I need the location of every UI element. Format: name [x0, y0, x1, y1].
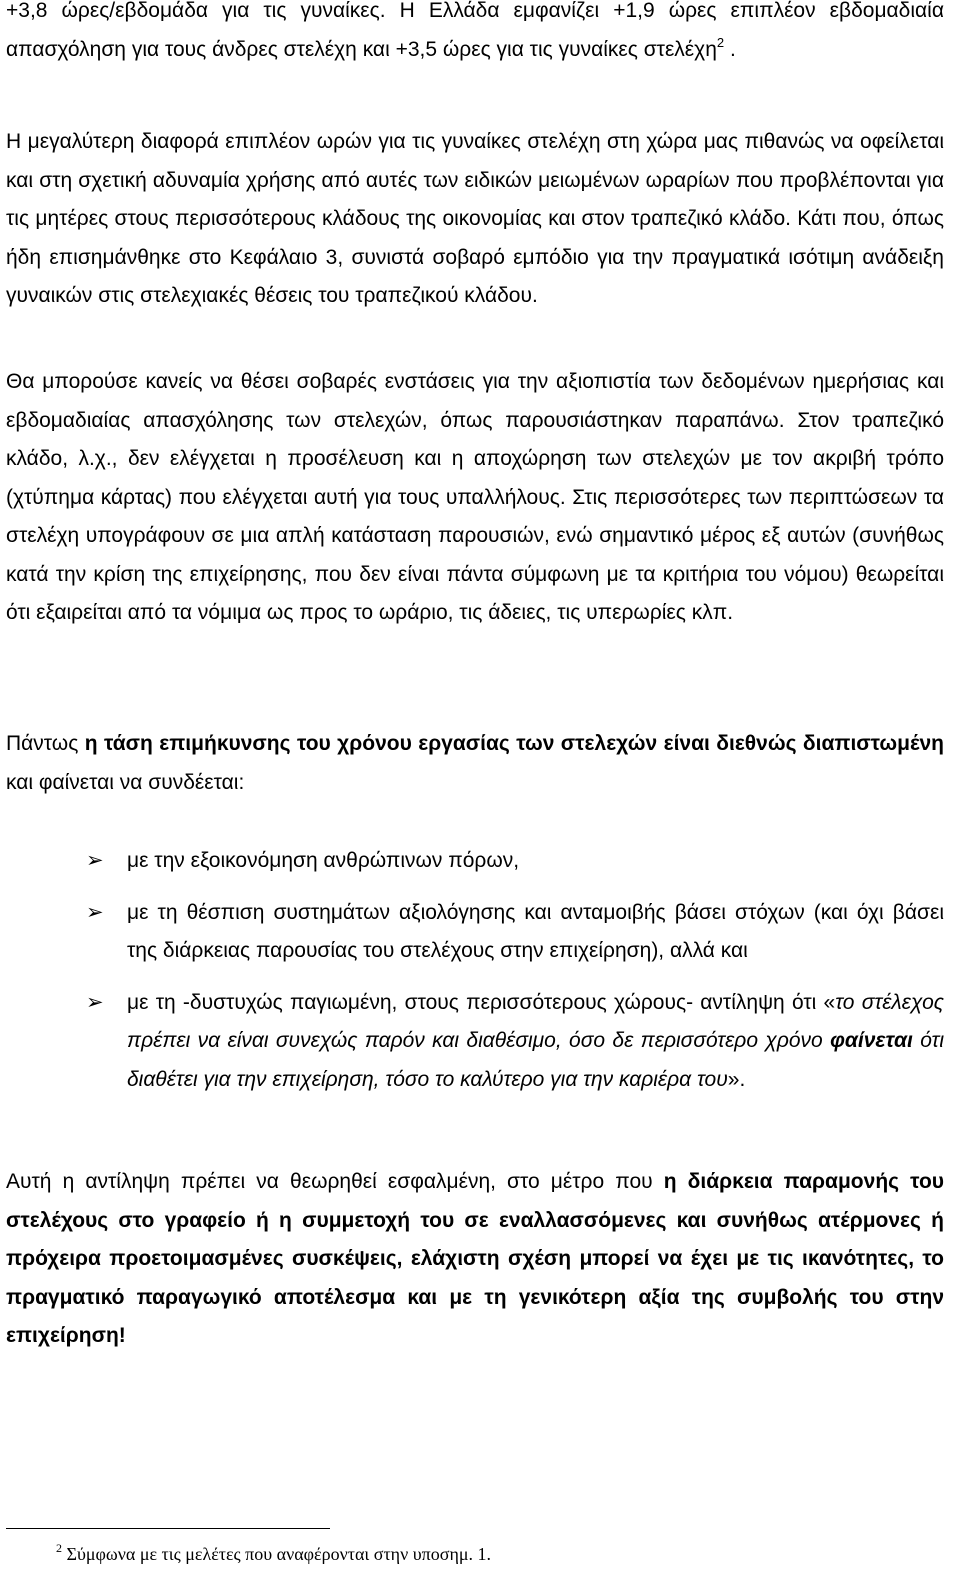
list-item-lead: με τη -δυστυχώς παγιωμένη, στους περισσότερους χώρους- αντίληψη ότι « — [127, 990, 836, 1014]
paragraph-tail: και φαίνεται να συνδέεται: — [6, 770, 245, 794]
list-item — [6, 894, 944, 971]
arrowhead-bullet-icon: ➢ — [86, 990, 104, 1014]
list-item-quote: το στέλεχος πρέπει να είναι συνεχώς παρόν και διαθέσιμο, όσο δε περισσότερο χρόνο — [127, 990, 944, 1052]
arrowhead-bullet-icon: ➢ — [86, 900, 104, 924]
bullet-list — [6, 842, 944, 1112]
paragraph-lead: Πάντως — [6, 732, 85, 755]
paragraph-text: +3,8 ώρες/εβδομάδα για τις γυναίκες. Η Ελλάδα εμφανίζει +1,9 ώρες επιπλέον εβδομαδιαία απασχόληση για τους άνδρες στελέχη και +3,5 ώρες για τις γυναίκες στελέχη — [6, 0, 944, 61]
paragraph-end: . — [724, 37, 736, 61]
list-item-quote-end: ότι διαθέτει για την επιχείρηση, τόσο το καλύτερο για την καριέρα του — [127, 1029, 944, 1091]
paragraph-data-reliability — [6, 363, 944, 633]
list-item-quote-emphasis: φαίνεται — [830, 1029, 913, 1052]
footnote-reference: 2 — [716, 34, 725, 50]
arrowhead-bullet-icon: ➢ — [86, 849, 104, 872]
list-item — [6, 842, 944, 881]
list-item-text: με τη θέσπιση συστημάτων αξιολόγησης και ανταμοιβής βάσει στόχων (και όχι βάσει της διάρκειας παρουσίας του στελέχους στην επιχείρηση), αλλά και — [127, 900, 944, 962]
list-item-text: με την εξοικονόμηση ανθρώπινων πόρων, — [127, 849, 520, 872]
paragraph-trend-intro — [6, 725, 944, 802]
list-item-text — [127, 984, 944, 1100]
footnote — [56, 1542, 491, 1566]
list-item-close: ». — [727, 1067, 746, 1091]
paragraph-women-executives — [6, 123, 944, 316]
paragraph-text: Η μεγαλύτερη διαφορά επιπλέον ωρών για τις γυναίκες στελέχη στη χώρα μας πιθανώς να οφείλεται και στη σχετική αδυναμία χρήσης από αυτές των ειδικών μειωμένων ωραρίων που προβλέπονται για τις μητέρες στους περισσότερους κλάδους της οικονομίας και στον τραπεζικό κλάδο. Κάτι που, όπως ήδη επισημάνθηκε στο Κεφάλαιο 3, συνιστά σοβαρό εμπόδιο για την πραγματικά ισότιμη ανάδειξη γυναικών στις στελεχιακές θέσεις του τραπεζικού κλάδου. — [6, 130, 944, 307]
paragraph-text: Θα μπορούσε κανείς να θέσει σοβαρές ενστάσεις για την αξιοπιστία των δεδομένων ημερήσιας και εβδομαδιαίας απασχόλησης των στελεχών, όπως παρουσιάστηκαν παραπάνω. Στον τραπεζικό κλάδο, λ.χ., δεν ελέγχεται η προσέλευση και η αποχώρηση των στελεχών με τον ακριβή τρόπο (χτύπημα κάρτας) που ελέγχεται αυτή για τους υπαλλήλους. Στις περισσότερες των περιπτώσεων τα στελέχη υπογράφουν σε μια απλή κατάσταση παρουσιών, ενώ σημαντικό μέρος εξ αυτών (συνήθως κατά την κρίση της επιχείρησης, που δεν είναι πάντα σύμφωνη με τα κριτήρια του νόμου) θεωρείται ότι εξαιρείται από τα νόμιμα ως προς το ωράριο, τις άδειες, τις υπερωρίες κλπ. — [6, 370, 944, 624]
list-item — [6, 984, 944, 1100]
footnote-number: 2 — [56, 1541, 62, 1555]
footnote-separator — [6, 1528, 330, 1529]
footnote-text: Σύμφωνα με τις μελέτες που αναφέρονται στην υποσημ. 1. — [62, 1544, 492, 1564]
paragraph-lead: Αυτή η αντίληψη πρέπει να θεωρηθεί εσφαλμένη, στο μέτρο που — [6, 1170, 664, 1193]
paragraph-bold-emphasis: η τάση επιμήκυνσης του χρόνου εργασίας των στελεχών είναι διεθνώς διαπιστωμένη — [84, 732, 945, 755]
paragraph-bold-emphasis: η διάρκεια παραμονής του στελέχους στο γραφείο ή η συμμετοχή του σε εναλλασσόμενες και συνήθως ατέρμονες ή πρόχειρα προετοιμασμένες συσκέψεις, ελάχιστη σχέση μπορεί να έχει με τις ικανότητες, το πραγματικό παραγωγικό αποτέλεσμα και με τη γενικότερη αξία της συμβολής του στην επιχείρηση! — [6, 1170, 944, 1347]
paragraph-conclusion — [6, 1163, 944, 1356]
paragraph-hours-comparison — [6, 0, 944, 69]
